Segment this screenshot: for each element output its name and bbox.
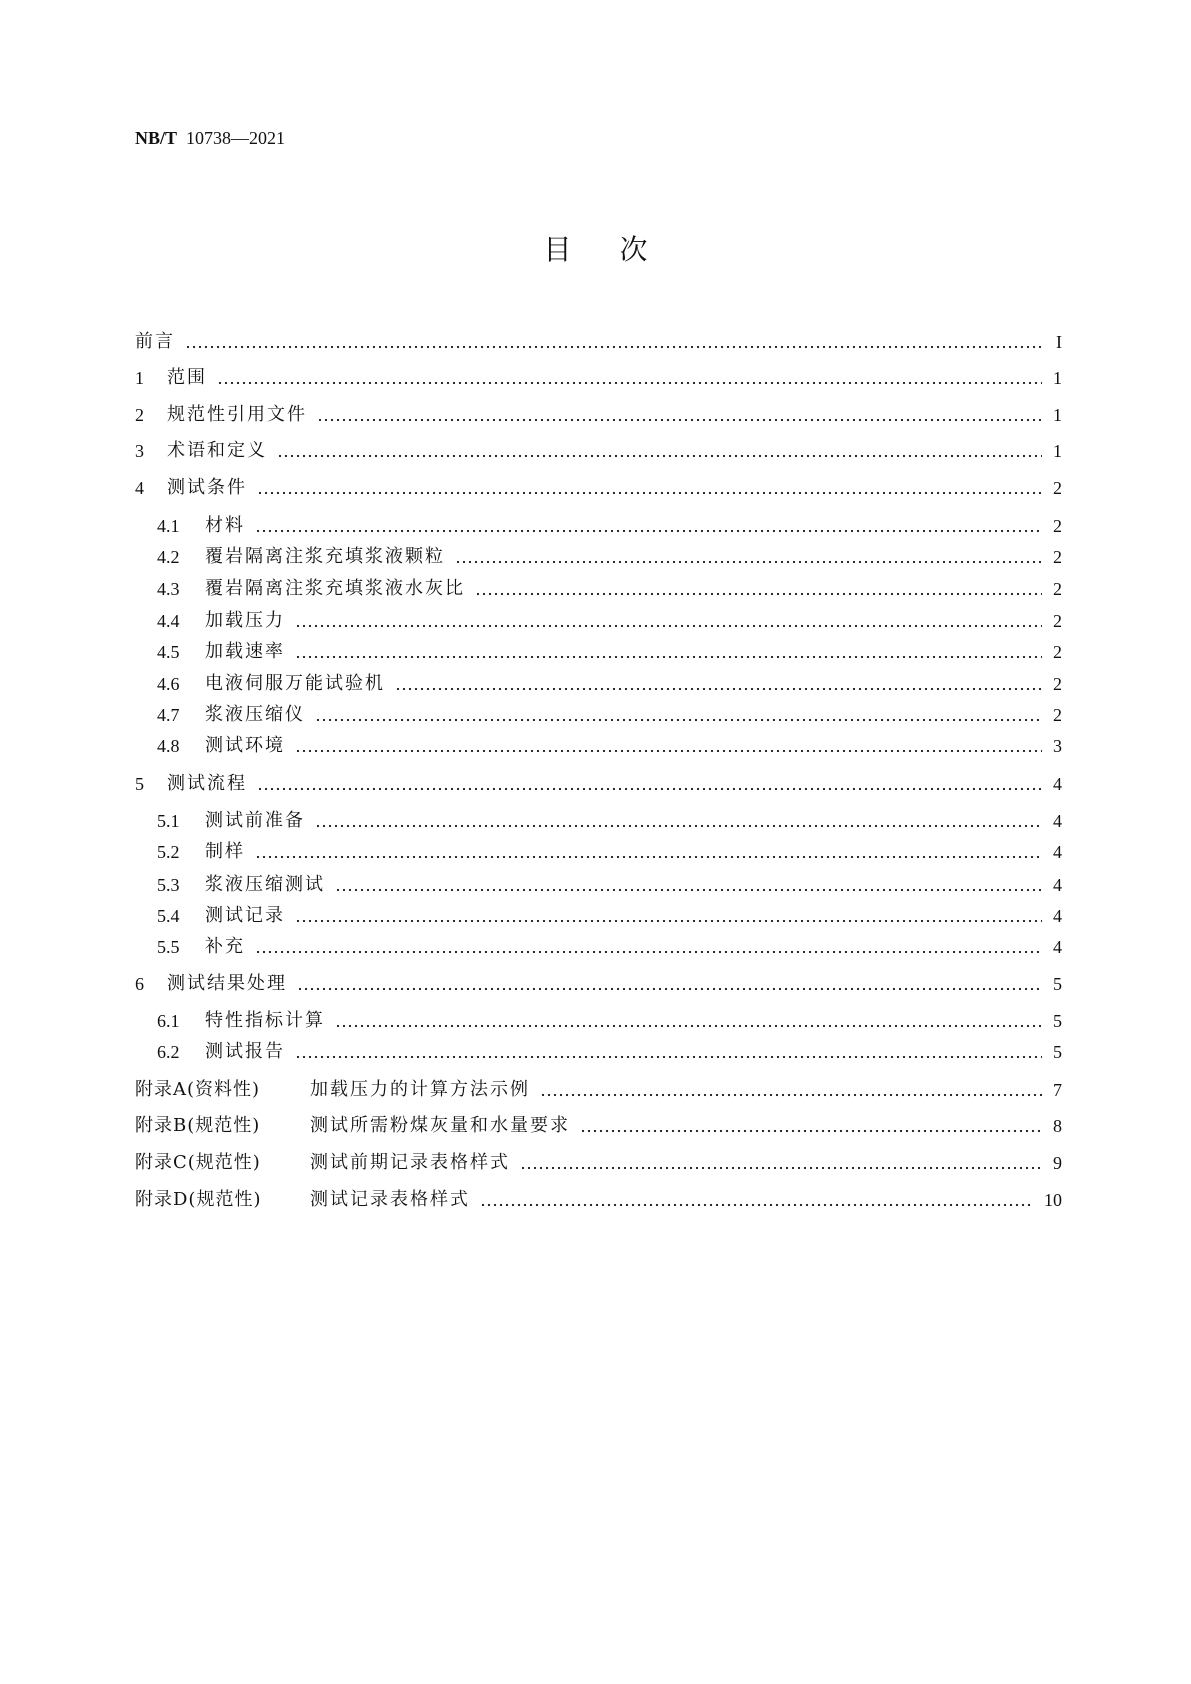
toc-entry-label: 覆岩隔离注浆充填浆液水灰比 <box>205 578 465 599</box>
toc-entry-label: 特性指标计算 <box>205 1010 325 1031</box>
toc-entry-number: 2 <box>135 405 144 425</box>
toc-entry-page: 5 <box>1053 1011 1062 1031</box>
toc-entry-page: 2 <box>1053 478 1062 498</box>
dot-leader <box>217 365 1042 391</box>
toc-entry[interactable] <box>157 1039 1062 1065</box>
toc-entry[interactable] <box>157 576 1062 602</box>
toc-entry-number: 6.2 <box>157 1042 180 1062</box>
toc-entry-page: 2 <box>1053 579 1062 599</box>
dot-leader <box>475 576 1042 602</box>
toc-entry-label: 规范性引用文件 <box>167 404 307 425</box>
toc-entry[interactable] <box>157 808 1062 834</box>
dot-leader <box>255 839 1042 865</box>
dot-leader <box>297 971 1042 997</box>
toc-entry-label: 覆岩隔离注浆充填浆液颗粒 <box>205 546 445 567</box>
toc-entry-number: 4 <box>135 478 144 498</box>
toc-entry-page: 4 <box>1053 842 1062 862</box>
toc-entry-page: 4 <box>1053 937 1062 957</box>
toc-entry-page: 4 <box>1053 774 1062 794</box>
toc-entry-page: 2 <box>1053 611 1062 631</box>
dot-leader <box>520 1150 1042 1176</box>
toc-entry-label: 材料 <box>205 515 245 536</box>
toc-entry-page: 3 <box>1053 736 1062 756</box>
toc-entry[interactable] <box>157 544 1062 570</box>
toc-entry-label: 浆液压缩仪 <box>205 704 305 725</box>
dot-leader <box>255 934 1042 960</box>
toc-entry-number: 4.2 <box>157 547 180 567</box>
toc-entry-number: 5.5 <box>157 937 180 957</box>
toc-entry-number: 5.2 <box>157 842 180 862</box>
toc-entry-page: 4 <box>1053 906 1062 926</box>
toc-entry-number: 4.5 <box>157 642 180 662</box>
toc-entry-label: 制样 <box>205 841 245 862</box>
toc-entry-label: 测试前准备 <box>205 810 305 831</box>
toc-entry-number: 4.3 <box>157 579 180 599</box>
toc-entry-number: 6 <box>135 974 144 994</box>
toc-entry-label: 加载压力 <box>205 610 285 631</box>
dot-leader <box>295 733 1042 759</box>
toc-entry-number: 附录C(规范性) <box>135 1152 261 1173</box>
toc-entry-page: 9 <box>1053 1153 1062 1173</box>
toc-entry-page: 1 <box>1053 405 1062 425</box>
toc-entry-number: 5.1 <box>157 811 180 831</box>
dot-leader <box>255 513 1042 539</box>
toc-entry-page: 5 <box>1053 1042 1062 1062</box>
toc-entry-label: 测试条件 <box>167 477 247 498</box>
dot-leader <box>185 329 1042 355</box>
toc-entry-page: 1 <box>1053 368 1062 388</box>
dot-leader <box>455 544 1042 570</box>
toc-entry-number: 4.6 <box>157 674 180 694</box>
standard-number: 10738—2021 <box>186 128 286 148</box>
toc-entry-number: 附录A(资料性) <box>135 1079 261 1100</box>
toc-entry-label: 测试记录表格样式 <box>310 1189 470 1210</box>
toc-entry[interactable] <box>157 934 1062 960</box>
dot-leader <box>335 1008 1042 1034</box>
toc-entry-number: 5 <box>135 774 144 794</box>
toc-entry-page: 2 <box>1053 705 1062 725</box>
toc-entry[interactable] <box>135 1077 1062 1103</box>
toc-entry-number: 3 <box>135 441 144 461</box>
toc-entry[interactable] <box>135 1187 1062 1213</box>
toc-entry[interactable] <box>157 513 1062 539</box>
dot-leader <box>295 1039 1042 1065</box>
toc-entry-number: 4.4 <box>157 611 180 631</box>
toc-entry-label: 补充 <box>205 936 245 957</box>
toc-entry-page: 4 <box>1053 811 1062 831</box>
dot-leader <box>335 872 1042 898</box>
toc-entry-number: 6.1 <box>157 1011 180 1031</box>
dot-leader <box>540 1077 1042 1103</box>
toc-entry-page: 8 <box>1053 1116 1062 1136</box>
toc-entry-page: 7 <box>1053 1080 1062 1100</box>
toc-entry-page: 2 <box>1053 516 1062 536</box>
toc-entry[interactable] <box>157 903 1062 929</box>
page-title: 目次 <box>543 233 696 266</box>
dot-leader <box>295 639 1042 665</box>
toc-entry[interactable] <box>135 365 1062 391</box>
toc-entry-label: 测试结果处理 <box>167 973 287 994</box>
toc-entry[interactable] <box>157 1008 1062 1034</box>
toc-entry-page: 10 <box>1044 1190 1062 1210</box>
toc-entry-page: 2 <box>1053 642 1062 662</box>
standard-code <box>135 128 285 149</box>
toc-entry-label: 术语和定义 <box>167 440 267 461</box>
toc-entry-label: 测试流程 <box>167 773 247 794</box>
toc-entry[interactable] <box>157 872 1062 898</box>
toc-entry[interactable] <box>157 608 1062 634</box>
toc-entry[interactable] <box>135 438 1062 464</box>
toc-entry[interactable] <box>135 971 1062 997</box>
dot-leader <box>257 771 1042 797</box>
toc-entry[interactable] <box>157 702 1062 728</box>
dot-leader <box>395 671 1042 697</box>
toc-entry-label: 测试报告 <box>205 1041 285 1062</box>
toc-entry[interactable] <box>157 733 1062 759</box>
toc-entry-number: 5.3 <box>157 875 180 895</box>
toc-entry[interactable] <box>157 839 1062 865</box>
toc-entry-number: 5.4 <box>157 906 180 926</box>
toc-entry-number: 附录B(规范性) <box>135 1115 261 1136</box>
dot-leader <box>315 808 1042 834</box>
toc-entry-label: 电液伺服万能试验机 <box>205 673 385 694</box>
toc-entry[interactable] <box>135 402 1062 428</box>
toc-entry-page: 1 <box>1053 441 1062 461</box>
dot-leader <box>317 402 1042 428</box>
dot-leader <box>257 475 1042 501</box>
toc-entry-label: 浆液压缩测试 <box>205 874 325 895</box>
toc-entry[interactable] <box>157 639 1062 665</box>
toc-entry-label: 测试环境 <box>205 735 285 756</box>
toc-entry[interactable] <box>135 771 1062 797</box>
toc-entry[interactable] <box>135 1150 1062 1176</box>
toc-entry-page: 2 <box>1053 547 1062 567</box>
toc-entry-label: 前言 <box>135 331 175 352</box>
dot-leader <box>580 1113 1042 1139</box>
toc-entry[interactable] <box>135 475 1062 501</box>
toc-entry-label: 加载速率 <box>205 641 285 662</box>
toc-entry-label: 加载压力的计算方法示例 <box>310 1079 530 1100</box>
toc-entry-label: 范围 <box>167 367 207 388</box>
toc-entry-page: 2 <box>1053 674 1062 694</box>
toc-entry-page: I <box>1056 332 1062 352</box>
dot-leader <box>295 903 1042 929</box>
toc-entry-page: 5 <box>1053 974 1062 994</box>
dot-leader <box>277 438 1042 464</box>
toc-entry[interactable] <box>135 1113 1062 1139</box>
toc-entry-number: 4.8 <box>157 736 180 756</box>
toc-entry-label: 测试所需粉煤灰量和水量要求 <box>310 1115 570 1136</box>
toc-entry-label: 测试前期记录表格样式 <box>310 1152 510 1173</box>
dot-leader <box>315 702 1042 728</box>
toc-entry-number: 1 <box>135 368 144 388</box>
dot-leader <box>295 608 1042 634</box>
toc-entry-number: 附录D(规范性) <box>135 1189 262 1210</box>
toc-entry-page: 4 <box>1053 875 1062 895</box>
toc-entry[interactable] <box>157 671 1062 697</box>
standard-prefix: NB/T <box>135 128 178 148</box>
toc-entry-number: 4.1 <box>157 516 180 536</box>
toc-entry-label: 测试记录 <box>205 905 285 926</box>
dot-leader <box>480 1187 1034 1213</box>
toc-entry-number: 4.7 <box>157 705 180 725</box>
toc-entry[interactable] <box>135 329 1062 355</box>
